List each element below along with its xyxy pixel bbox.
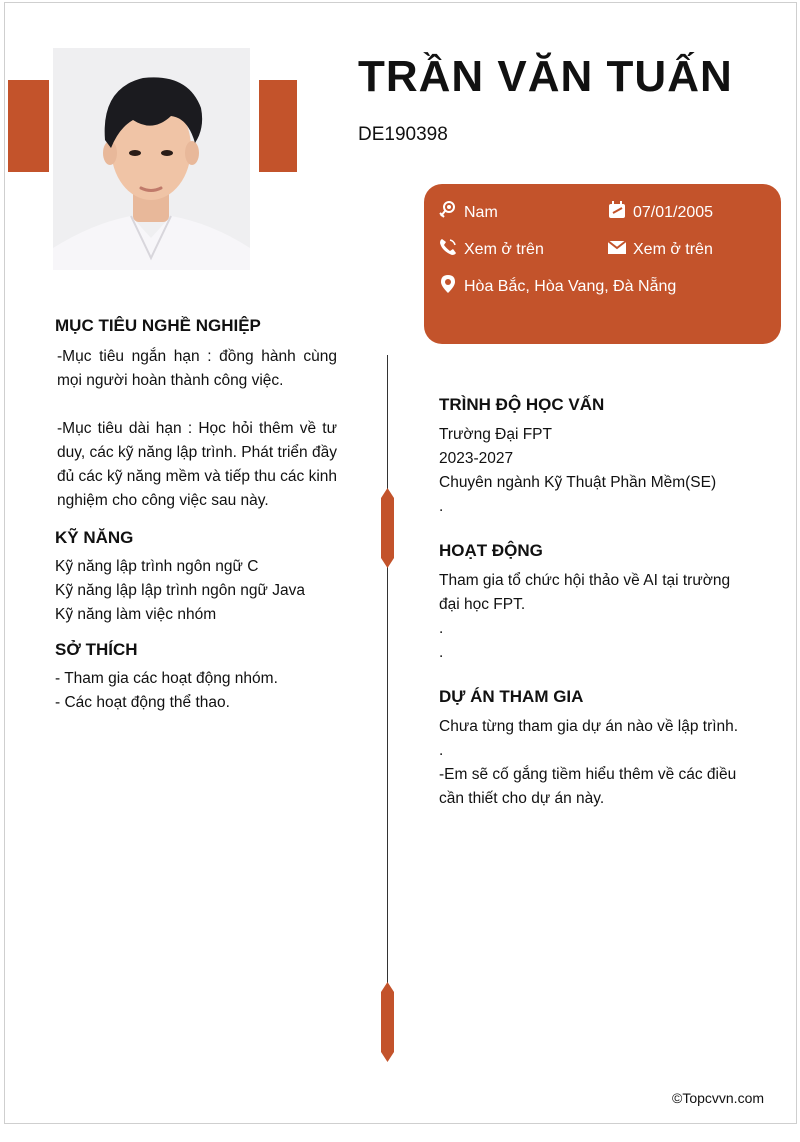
objective-title: MỤC TIÊU NGHỀ NGHIỆP (55, 316, 261, 335)
calendar-icon (607, 200, 627, 225)
list-item: 2023-2027 (439, 450, 514, 467)
education-details (439, 423, 769, 519)
skills-title: KỸ NĂNG (55, 528, 134, 547)
hobbies-list (55, 667, 355, 715)
list-item: . (439, 644, 444, 661)
activities-title: HOẠT ĐỘNG (439, 541, 543, 560)
list-item: . (439, 620, 444, 637)
projects-details (439, 715, 759, 811)
contact-email: Xem ở trên (607, 237, 713, 262)
avatar (53, 48, 250, 270)
timeline-marker-top (381, 488, 394, 568)
contact-gender: Nam (438, 200, 498, 225)
accent-bar-left (8, 80, 49, 172)
objective-long-term: -Mục tiêu dài hạn : Học hỏi thêm về tư duy, các kỹ năng lập trình. Phát triển đầy đủ các kỹ năng mềm và tiếp thu các kinh nghiệm cho công việc sau này. (57, 420, 338, 509)
student-id: DE190398 (358, 124, 448, 145)
list-item: . (439, 498, 444, 515)
list-item: Chuyên ngành Kỹ Thuật Phần Mềm(SE) (439, 474, 717, 491)
list-item: Tham gia tổ chức hội thảo về AI tại trường đại học FPT. (439, 572, 731, 613)
list-item: . (439, 742, 444, 759)
skills-list (55, 555, 355, 627)
list-item: Kỹ năng làm việc nhóm (55, 606, 217, 623)
hobbies-title: SỞ THÍCH (55, 640, 138, 659)
page-title: TRẦN VĂN TUẤN (358, 52, 733, 101)
gender-icon (438, 200, 458, 225)
education-title: TRÌNH ĐỘ HỌC VẤN (439, 395, 605, 414)
contact-address: Hòa Bắc, Hòa Vang, Đà Nẵng (438, 274, 676, 299)
list-item: Kỹ năng lập lập trình ngôn ngữ Java (55, 582, 305, 599)
email-icon (607, 237, 627, 262)
timeline-marker-bottom (381, 982, 394, 1062)
accent-bar-right (259, 80, 297, 172)
list-item: - Các hoạt động thể thao. (55, 694, 230, 711)
projects-title: DỰ ÁN THAM GIA (439, 687, 584, 706)
activities-details (439, 569, 749, 665)
location-icon (438, 274, 458, 299)
contact-info-box (424, 184, 781, 344)
phone-icon (438, 237, 458, 262)
contact-birthdate: 07/01/2005 (607, 200, 713, 225)
list-item: - Tham gia các hoạt động nhóm. (55, 670, 278, 687)
list-item: Chưa từng tham gia dự án nào về lập trình. (439, 718, 739, 735)
contact-phone: Xem ở trên (438, 237, 544, 262)
objective-short-term: -Mục tiêu ngắn hạn : đồng hành cùng mọi người hoàn thành công việc. (57, 348, 337, 389)
list-item: Trường Đại FPT (439, 426, 552, 443)
timeline-line (387, 355, 388, 1055)
list-item: -Em sẽ cố gắng tiềm hiểu thêm về các điều cần thiết cho dự án này. (439, 766, 737, 807)
footer-copyright: ©Topcvvn.com (672, 1090, 765, 1106)
list-item: Kỹ năng lập trình ngôn ngữ C (55, 558, 259, 575)
